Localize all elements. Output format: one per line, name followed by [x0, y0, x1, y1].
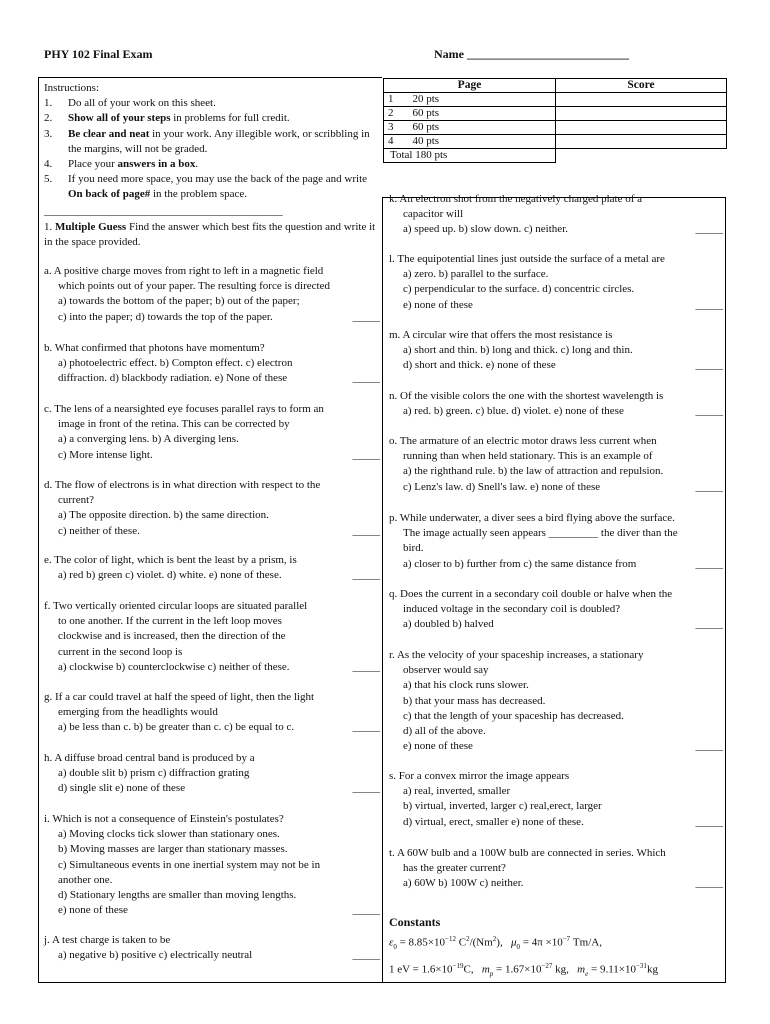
score-row — [384, 107, 727, 121]
name-field[interactable]: Name ___________________________ — [434, 47, 629, 61]
question-stem: l. The equipotential lines just outside the surface of a metal are — [389, 253, 665, 265]
answer-blank[interactable]: _____ — [695, 359, 723, 372]
score-cell[interactable] — [556, 107, 727, 121]
answer-blank[interactable]: _____ — [352, 721, 380, 734]
question-line: observer would say — [403, 664, 489, 677]
question-stem: h. A diffuse broad central band is produced by a — [44, 752, 255, 764]
instruction-number: 1. — [44, 97, 53, 110]
question-n — [389, 389, 723, 419]
instruction-number: 4. — [44, 158, 53, 171]
question-line: e) none of these — [58, 904, 128, 917]
instruction-item: 4. Place your answers in a box. — [44, 157, 380, 172]
total-points: Total 180 pts — [384, 149, 556, 163]
question-line: a) red. b) green. c) blue. d) violet. e) none of these — [403, 405, 624, 418]
score-header-page: Page — [384, 79, 556, 93]
instructions — [44, 81, 380, 250]
question-line: a) towards the bottom of the paper; b) out of the paper; — [58, 295, 300, 308]
question-stem: p. While underwater, a diver sees a bird flying above the surface. — [389, 512, 675, 524]
question-line: diffraction. d) blackbody radiation. e) None of these — [58, 372, 288, 385]
question-d — [44, 478, 380, 539]
question-line: d) single slit e) none of these — [58, 782, 186, 795]
question-stem: a. A positive charge moves from right to left in a magnetic field — [44, 265, 324, 277]
question-line: a) short and thin. b) long and thick. c) long and thin. — [403, 344, 633, 357]
answer-blank[interactable]: _____ — [352, 949, 380, 962]
question-line: c) into the paper; d) towards the top of the paper. — [58, 310, 273, 323]
answer-blank[interactable]: _____ — [352, 904, 380, 917]
question-t — [389, 846, 723, 892]
question-line: a) photoelectric effect. b) Compton effect. c) electron — [58, 357, 293, 370]
question-line: d) all of the above. — [403, 725, 486, 738]
answer-blank[interactable]: _____ — [352, 524, 380, 537]
answer-blank[interactable]: _____ — [695, 480, 723, 493]
question-line: a) doubled b) halved — [403, 618, 494, 631]
question-line: a) 60W b) 100W c) neither. — [403, 877, 524, 890]
score-cell[interactable] — [556, 121, 727, 135]
question-line: clockwise and is increased, then the direction of the — [58, 630, 286, 643]
question-r — [389, 648, 723, 754]
question-k — [389, 192, 723, 238]
question-line: current? — [58, 494, 95, 507]
section-heading: 1. Multiple Guess Find the answer which best fits the question and write it in the space provided. — [44, 220, 376, 249]
question-stem: o. The armature of an electric motor draws less current when — [389, 435, 657, 447]
question-l — [389, 252, 723, 313]
question-line: d) short and thick. e) none of these — [403, 359, 556, 372]
question-line: c) Simultaneous events in one inertial system may not be in — [58, 858, 321, 871]
question-stem: r. As the velocity of your spaceship increases, a stationary — [389, 649, 644, 661]
question-line: a) be less than c. b) be greater than c. c) be equal to c. — [58, 721, 295, 734]
score-row — [384, 135, 727, 149]
question-line: image in front of the retina. This can be corrected by — [58, 418, 290, 431]
question-line: b) Moving masses are larger than stationary masses. — [58, 843, 288, 856]
question-stem: e. The color of light, which is bent the least by a prism, is — [44, 554, 297, 566]
question-e — [44, 553, 380, 583]
question-m — [389, 328, 723, 374]
question-g — [44, 690, 380, 736]
instruction-item: 5. If you need more space, you may use the back of the page and write On back of page# in the problem space. — [44, 173, 368, 201]
question-line: a) Moving clocks tick slower than stationary ones. — [58, 828, 280, 841]
answer-blank[interactable]: _____ — [695, 877, 723, 890]
constants-title: Constants — [389, 915, 441, 929]
question-line: a) red b) green c) violet. d) white. e) none of these. — [58, 569, 282, 582]
question-line: b) virtual, inverted, larger c) real,erect, larger — [403, 800, 602, 813]
question-line: a) double slit b) prism c) diffraction grating — [58, 767, 250, 780]
question-line: emerging from the headlights would — [58, 706, 218, 719]
page-number: 1 — [384, 93, 403, 107]
question-line: another one. — [58, 873, 113, 886]
question-stem: n. Of the visible colors the one with the shortest wavelength is — [389, 390, 664, 402]
answer-blank[interactable]: _____ — [352, 660, 380, 673]
instruction-item: 2. Show all of your steps in problems for full credit. — [44, 111, 380, 126]
question-j — [44, 933, 380, 963]
constants-line-1: $\varepsilon_0 = 8.85\times 10^{-12}$ $C^2/(Nm^2)$, $\mu_0 = 4\pi \times 10^{-7}$ Tm/A, — [389, 935, 602, 952]
question-a — [44, 264, 380, 325]
question-f — [44, 599, 380, 675]
question-line: c) neither of these. — [58, 524, 140, 537]
score-cell[interactable] — [556, 135, 727, 149]
question-stem: k. An electron shot from the negatively charged plate of a — [389, 193, 643, 205]
answer-blank[interactable]: _____ — [352, 310, 380, 323]
answer-blank[interactable]: _____ — [695, 815, 723, 828]
question-i — [44, 812, 380, 918]
question-line: a) The opposite direction. b) the same direction. — [58, 509, 269, 522]
question-s — [389, 769, 723, 830]
question-stem: t. A 60W bulb and a 100W bulb are connected in series. Which — [389, 847, 666, 859]
section-title: Multiple Guess — [55, 220, 127, 233]
question-stem: g. If a car could travel at half the speed of light, then the light — [44, 691, 315, 703]
question-stem: i. Which is not a consequence of Einstein's postulates? — [44, 813, 284, 825]
instruction-item: 3. Be clear and neat in your work. Any illegible work, or scribbling in the margins, will not be graded. — [44, 127, 370, 155]
question-line: a) speed up. b) slow down. c) neither. — [403, 223, 568, 236]
instructions-rule: _____________________________________________ — [44, 204, 283, 217]
instruction-number: 2. — [44, 112, 53, 125]
page-points: 60 pts — [402, 107, 555, 121]
question-line: a) real, inverted, smaller — [403, 785, 511, 798]
instruction-number: 5. — [44, 173, 53, 186]
page-points: 20 pts — [402, 93, 555, 107]
question-line: running than when held stationary. This is an example of — [403, 450, 653, 463]
question-line: a) clockwise b) counterclockwise c) neither of these. — [58, 660, 290, 673]
answer-blank[interactable]: _____ — [695, 298, 723, 311]
question-line: to one another. If the current in the left loop moves — [58, 615, 282, 628]
instructions-title: Instructions: — [44, 82, 99, 94]
question-line: a) negative b) positive c) electrically neutral — [58, 949, 253, 962]
question-line: bird. — [403, 542, 424, 555]
score-cell[interactable] — [556, 93, 727, 107]
page-number: 3 — [384, 121, 403, 135]
question-line: capacitor will — [403, 208, 464, 221]
question-stem: b. What confirmed that photons have momentum? — [44, 342, 265, 354]
question-stem: q. Does the current in a secondary coil double or halve when the — [389, 588, 673, 600]
answer-blank[interactable]: _____ — [695, 618, 723, 631]
question-line: e) none of these — [403, 740, 473, 753]
page-number: 2 — [384, 107, 403, 121]
instruction-item: 1. Do all of your work on this sheet. — [44, 96, 380, 111]
answer-blank[interactable]: _____ — [695, 223, 723, 236]
question-line: a) that his clock runs slower. — [403, 679, 529, 692]
question-stem: f. Two vertically oriented circular loops are situated parallel — [44, 600, 308, 612]
question-line: current in the second loop is — [58, 645, 183, 658]
answer-blank[interactable]: _____ — [352, 448, 380, 461]
question-stem: d. The flow of electrons is in what direction with respect to the — [44, 479, 321, 491]
question-stem: c. The lens of a nearsighted eye focuses parallel rays to form an — [44, 403, 324, 415]
score-table — [383, 78, 727, 163]
question-line: b) that your mass has decreased. — [403, 694, 546, 707]
answer-blank[interactable]: _____ — [352, 569, 380, 582]
constants — [389, 915, 723, 982]
score-total-row — [384, 149, 727, 163]
question-line: d) Stationary lengths are smaller than moving lengths. — [58, 889, 297, 902]
question-b — [44, 341, 380, 387]
question-line: c) Lenz's law. d) Snell's law. e) none of these — [403, 480, 601, 493]
answer-blank[interactable]: _____ — [695, 405, 723, 418]
page-points: 40 pts — [402, 135, 555, 149]
question-line: a) zero. b) parallel to the surface. — [403, 268, 549, 281]
score-header-score: Score — [556, 79, 727, 93]
question-o — [389, 434, 723, 495]
answer-blank[interactable]: _____ — [695, 557, 723, 570]
question-q — [389, 587, 723, 633]
question-line: The image actually seen appears _________ the diver than the — [403, 527, 678, 540]
question-c — [44, 402, 380, 463]
instruction-number: 3. — [44, 127, 53, 140]
instructions-list — [44, 96, 380, 202]
question-line: a) a converging lens. b) A diverging lens. — [58, 433, 239, 446]
score-row — [384, 93, 727, 107]
question-line: has the greater current? — [403, 862, 506, 875]
answer-blank[interactable]: _____ — [352, 372, 380, 385]
question-line: a) the righthand rule. b) the law of attraction and repulsion. — [403, 465, 664, 478]
question-stem: m. A circular wire that offers the most resistance is — [389, 329, 613, 341]
question-line: which points out of your paper. The resulting force is directed — [58, 280, 330, 293]
score-row — [384, 121, 727, 135]
question-p — [389, 511, 723, 572]
constants-line-2: 1 eV = $1.6\times 10^{-19}C$, $m_p = 1.67\times 10^{-27}$ kg, $m_e = 9.11\times 10^{-31}kg$ — [389, 962, 658, 979]
question-line: c) that the length of your spaceship has decreased. — [403, 709, 624, 722]
question-h — [44, 751, 380, 797]
question-line: c) More intense light. — [58, 448, 153, 461]
question-line: e) none of these — [403, 298, 473, 311]
question-line: c) perpendicular to the surface. d) concentric circles. — [403, 283, 635, 296]
page-points: 60 pts — [402, 121, 555, 135]
question-line: a) closer to b) further from c) the same distance from — [403, 557, 637, 570]
answer-blank[interactable]: _____ — [352, 782, 380, 795]
question-stem: j. A test charge is taken to be — [44, 934, 171, 946]
question-line: d) virtual, erect, smaller e) none of these. — [403, 815, 584, 828]
question-line: induced voltage in the secondary coil is doubled? — [403, 603, 621, 616]
exam-title: PHY 102 Final Exam — [44, 47, 153, 61]
question-stem: s. For a convex mirror the image appears — [389, 770, 570, 782]
answer-blank[interactable]: _____ — [695, 740, 723, 753]
page-number: 4 — [384, 135, 403, 149]
